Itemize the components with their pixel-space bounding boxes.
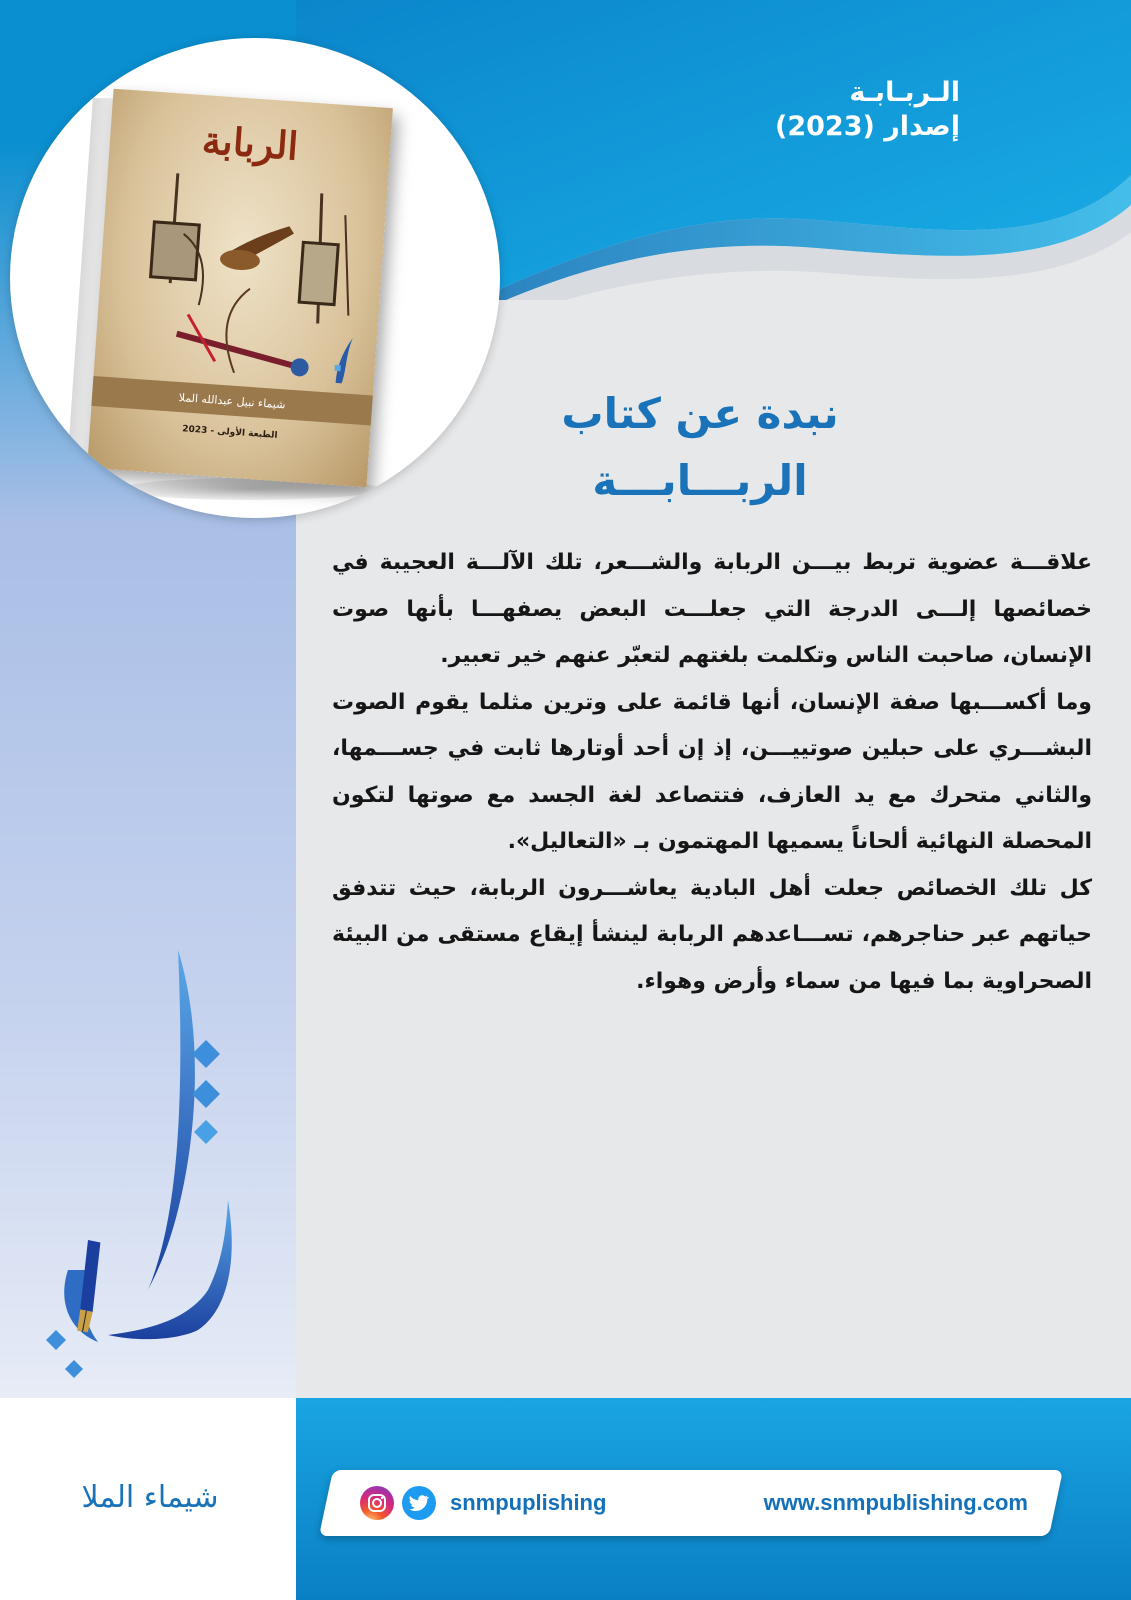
twitter-bird-glyph [409,1494,429,1512]
body-text [332,540,1092,1005]
header-book-name: الـربـابـة [849,77,960,108]
section-title [460,380,940,514]
book-mockup [87,89,393,488]
logo-name: شيماء الملا [81,1480,219,1515]
section-title-line2: الربـــابـــة [592,456,808,506]
book-cover-circle [10,38,500,518]
book-publisher-logo [331,335,356,386]
social-handle[interactable]: snmpuplishing [450,1490,607,1515]
instagram-glyph [367,1493,387,1513]
social-links [360,1486,606,1520]
book-edition: الطبعة الأولى - 2023 [181,424,278,441]
instagram-icon[interactable] [360,1486,394,1520]
rababa-instruments-illustration [114,160,368,386]
book-cover-title: الربابة [200,117,300,169]
book-author: شيماء نبيل عبدالله الملا [178,390,286,411]
header-release: إصدار (2023) [775,110,960,142]
calligraphy-logo-icon [28,950,268,1390]
book-cover [87,89,393,488]
section-title-line1: نبدة عن كتاب [561,389,839,438]
website-link[interactable]: www.snmpublishing.com [763,1490,1028,1515]
twitter-icon[interactable] [402,1486,436,1520]
footer-contact-content [340,1470,1050,1536]
paragraph-3: كل تلك الخصائص جعلت أهل البادية يعاشـــرون الربابة، حيث تتدفق حياتهم عبر حناجرهم، تســـاعدهم الربابة لينشأ إيقاع مستقى من البيئة الصحراوية بما فيها من سماء وأرض وهواء. [332,875,1092,994]
paragraph-2: وما أكســـبها صفة الإنسان، أنها قائمة على وترين مثلما يقوم الصوت البشـــري على حبلين صوتييـــن، إذ إن أحد أوتارها ثابت في جســـمها، والثاني متحرك مع يد العازف، فتتصاعد لغة الجسد مع صوتها لتكون المحصلة النهائية ألحاناً يسميها المهتمون بـ «التعاليل». [332,689,1092,854]
header-text [660,76,960,144]
paragraph-1: علاقـــة عضوية تربط بيـــن الربابة والشـــعر، تلك الآلـــة العجيبة في خصائصها إلـــى الدرجة التي جعلـــت البعض يصفهـــا بأنها صوت الإنسان، صاحبت الناس وتكلمت بلغتهم لتعبّر عنهم خير تعبير. [332,550,1092,668]
